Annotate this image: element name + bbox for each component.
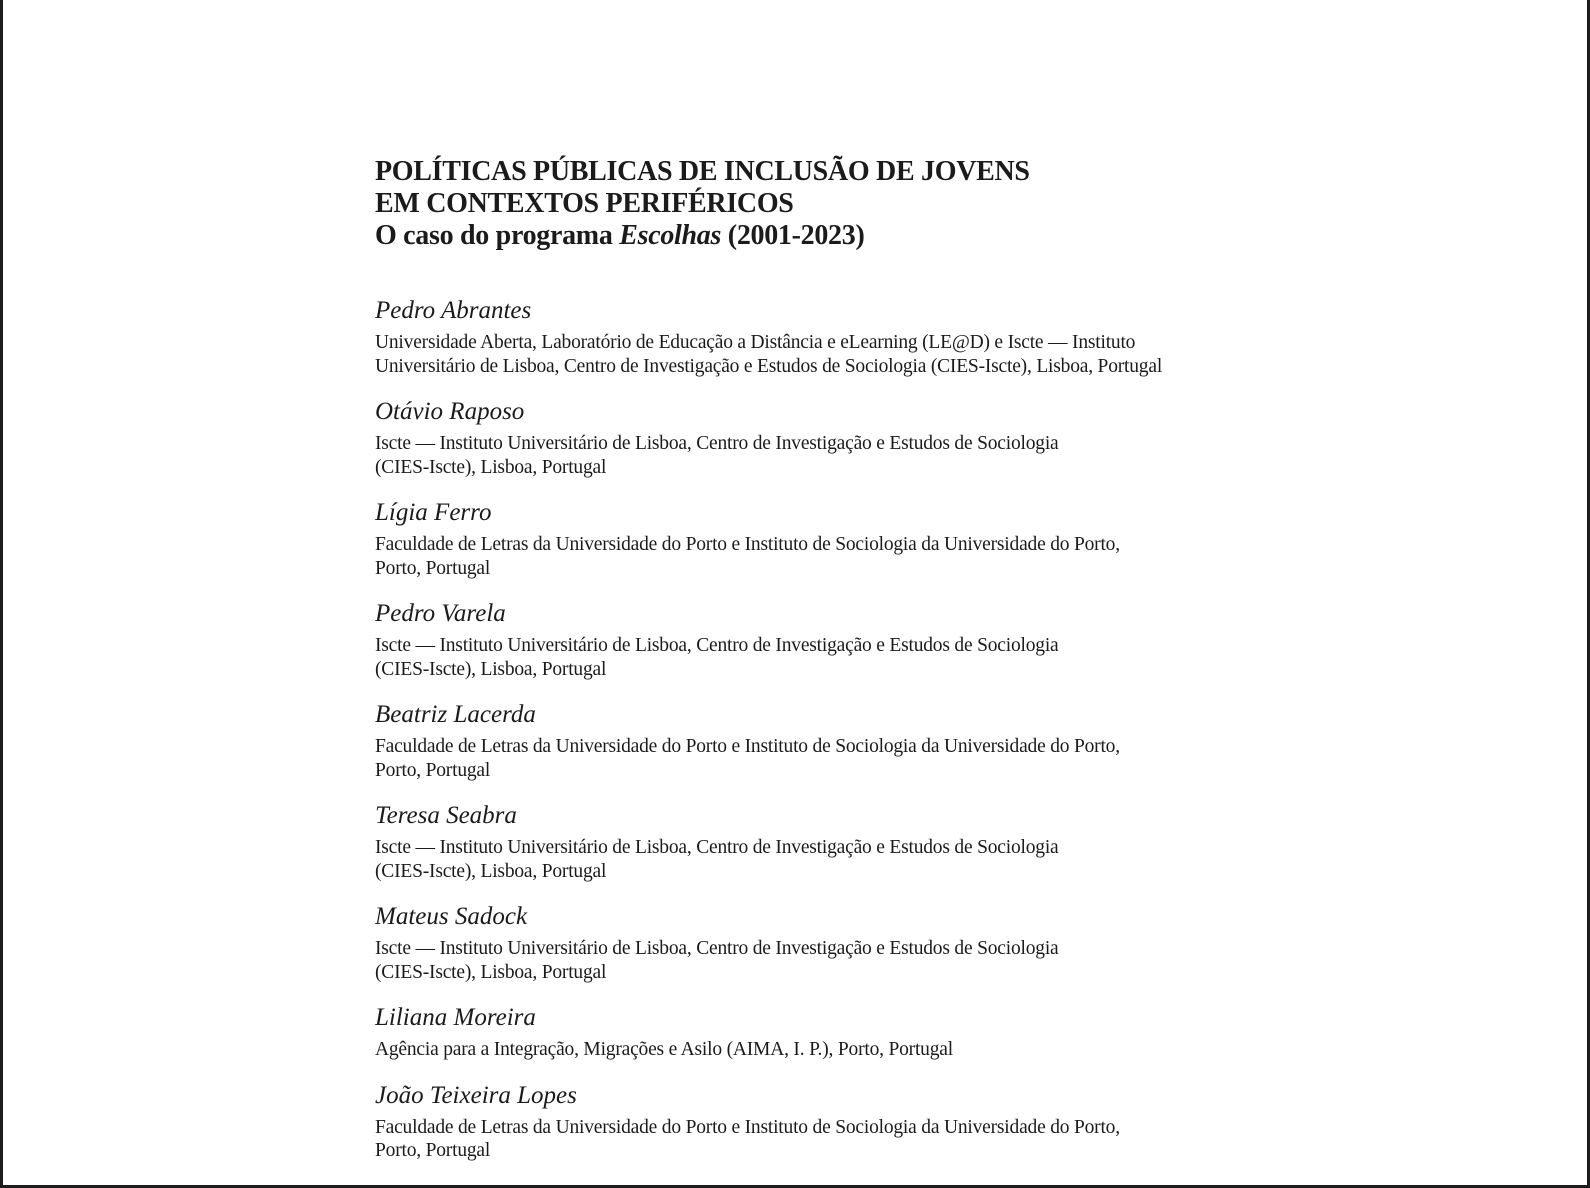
author-block-mateus-sadock (375, 902, 1525, 984)
author-block-joao-teixeira-lopes (375, 1081, 1525, 1163)
author-affiliation-line: Porto, Portugal (375, 759, 491, 781)
author-affiliation-line: Faculdade de Letras da Universidade do Porto e Instituto de Sociologia da Universidade do Porto, (375, 1116, 1120, 1138)
author-affiliation-line: (CIES-Iscte), Lisboa, Portugal (375, 860, 607, 882)
author-block-otavio-raposo (375, 397, 1525, 479)
author-name: Pedro Abrantes (375, 297, 532, 324)
author-name: Liliana Moreira (375, 1004, 536, 1031)
author-name: Pedro Varela (375, 600, 506, 627)
subtitle-prefix: O caso do programa (375, 220, 620, 251)
subtitle-suffix: (2001-2023) (721, 220, 865, 251)
author-affiliation-line: (CIES-Iscte), Lisboa, Portugal (375, 658, 607, 680)
author-affiliation-line: (CIES-Iscte), Lisboa, Portugal (375, 961, 607, 983)
author-name: João Teixeira Lopes (375, 1081, 577, 1109)
paper-title-block (375, 156, 1525, 252)
paper-subtitle (375, 220, 1525, 252)
paper-title-line-2: EM CONTEXTOS PERIFÉRICOS (375, 188, 794, 219)
author-block-pedro-varela (375, 599, 1525, 681)
author-affiliation-line: Iscte — Instituto Universitário de Lisboa, Centro de Investigação e Estudos de Sociologia (375, 938, 1059, 959)
title-page-content (375, 156, 1525, 1182)
author-block-ligia-ferro (375, 498, 1525, 580)
author-affiliation-line: Agência para a Integração, Migrações e Asilo (AIMA, I. P.), Porto, Portugal (375, 1039, 953, 1060)
author-affiliation-line: Faculdade de Letras da Universidade do Porto e Instituto de Sociologia da Universidade do Porto, (375, 736, 1120, 757)
author-affiliation-line: Iscte — Instituto Universitário de Lisboa, Centro de Investigação e Estudos de Sociologia (375, 635, 1059, 656)
author-block-teresa-seabra (375, 801, 1525, 883)
author-affiliation-line: Porto, Portugal (375, 557, 491, 579)
author-affiliation-line: Universitário de Lisboa, Centro de Investigação e Estudos de Sociologia (CIES-Iscte), Lisboa, Portugal (375, 355, 1163, 377)
author-block-liliana-moreira (375, 1003, 1525, 1062)
author-affiliation-line: Iscte — Instituto Universitário de Lisboa, Centro de Investigação e Estudos de Sociologia (375, 837, 1059, 858)
author-name: Lígia Ferro (375, 499, 492, 526)
author-name: Teresa Seabra (375, 802, 517, 829)
author-affiliation-line: Universidade Aberta, Laboratório de Educação a Distância e eLearning (LE@D) e Iscte — Instituto (375, 332, 1136, 353)
author-affiliation-line: Porto, Portugal (375, 1140, 491, 1161)
author-block-pedro-abrantes (375, 296, 1525, 378)
author-affiliation-line: Faculdade de Letras da Universidade do Porto e Instituto de Sociologia da Universidade do Porto, (375, 534, 1120, 555)
author-affiliation-line: Iscte — Instituto Universitário de Lisboa, Centro de Investigação e Estudos de Sociologia (375, 433, 1059, 454)
author-name: Otávio Raposo (375, 398, 525, 425)
author-affiliation-line: (CIES-Iscte), Lisboa, Portugal (375, 456, 607, 478)
paper-title-line-1: POLÍTICAS PÚBLICAS DE INCLUSÃO DE JOVENS (375, 156, 1030, 187)
author-block-beatriz-lacerda (375, 700, 1525, 782)
subtitle-program-name: Escolhas (619, 220, 722, 251)
author-name: Beatriz Lacerda (375, 701, 536, 728)
author-name: Mateus Sadock (375, 903, 528, 930)
